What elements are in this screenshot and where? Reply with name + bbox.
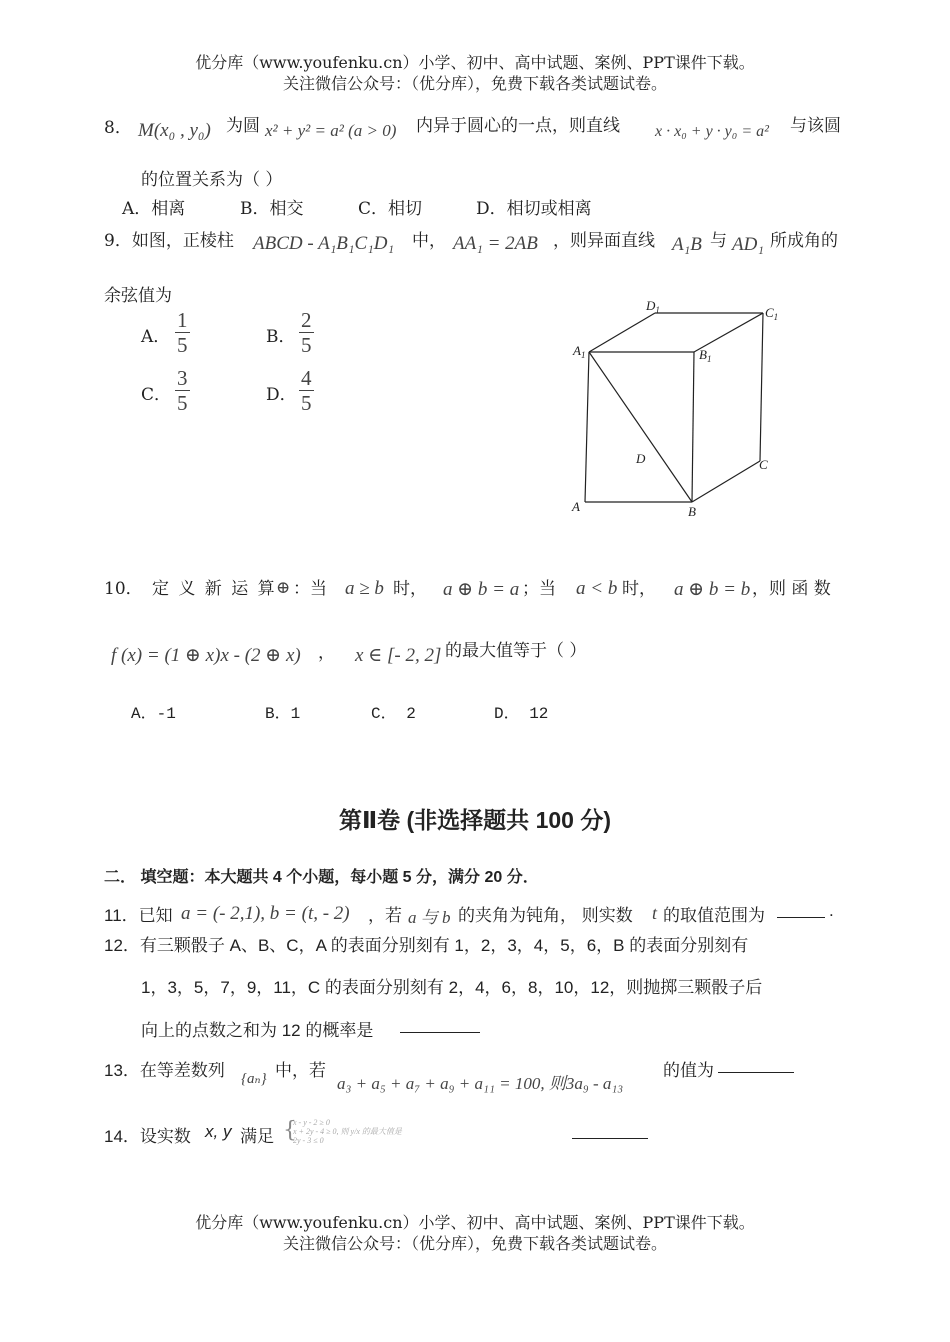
q10-function: f (x) = (1 ⊕ x)x - (2 ⊕ x) bbox=[111, 645, 301, 666]
q9-number: 9．如图，正棱柱 bbox=[104, 231, 234, 251]
q9-option-a-frac bbox=[175, 308, 190, 357]
page-footer-line1: 优分库（www.youfenku.cn）小学、初中、高中试题、案例、PPT课件下载。 bbox=[195, 1213, 755, 1232]
q10-text-3: 时， bbox=[393, 579, 427, 599]
q8-option-b: B．相交 bbox=[240, 199, 304, 219]
q10-result-2: a ⊕ b = b bbox=[674, 579, 751, 600]
q8-line-eq: x · x₀ + y · y₀ = a² bbox=[655, 123, 769, 140]
q9-option-c-label: C． bbox=[141, 385, 172, 405]
label-d1: $D_1$ bbox=[646, 298, 660, 315]
q14-number: 14．设实数 bbox=[104, 1127, 191, 1146]
q9-option-b-numerator: 2 bbox=[301, 308, 312, 332]
q12-line-3: 向上的点数之和为 12 的概率是 bbox=[141, 1021, 374, 1040]
q9-option-a-denominator: 5 bbox=[177, 333, 188, 357]
label-d: D bbox=[636, 451, 646, 466]
q9-option-c-denominator: 5 bbox=[177, 391, 188, 415]
label-a1: $A_1$ bbox=[573, 343, 586, 360]
q14-system-3: 2y - 3 ≤ 0 bbox=[293, 1136, 324, 1145]
q10-text-5: 时， bbox=[622, 579, 656, 599]
q11-var-t: t bbox=[652, 903, 658, 923]
q11-answer-blank[interactable] bbox=[777, 901, 825, 918]
q9-option-c-numerator: 3 bbox=[177, 366, 188, 390]
q9-line-a1b: A₁B bbox=[672, 234, 702, 255]
q11-end: . bbox=[829, 901, 834, 920]
q9-option-a-numerator: 1 bbox=[177, 308, 188, 332]
label-a: A bbox=[572, 499, 580, 514]
q8-number: 8． bbox=[104, 118, 132, 138]
q14-vars: x, y bbox=[205, 1122, 232, 1141]
page-header-line2: 关注微信公众号：（优分库），免费下载各类试题试卷。 bbox=[282, 74, 667, 93]
edge-c1-c bbox=[760, 313, 763, 461]
q9-text-1: 中， bbox=[412, 231, 446, 251]
q8-point-m: M(x₀ , y₀) bbox=[138, 120, 211, 141]
label-c: C bbox=[759, 457, 768, 472]
q11-vectors: a = (- 2,1), b = (t, - 2) bbox=[181, 903, 350, 924]
q13-answer-blank[interactable] bbox=[718, 1056, 794, 1073]
q9-option-d-label: D． bbox=[266, 385, 297, 405]
segment-a1-b bbox=[589, 352, 692, 502]
q14-brace: { bbox=[283, 1118, 297, 1143]
q10-option-d: D． 12 bbox=[494, 705, 549, 723]
q9-text-3: 与 bbox=[710, 231, 727, 251]
prism-figure bbox=[560, 295, 790, 525]
q10-text-7: 的最大值等于（ ） bbox=[445, 641, 587, 661]
q9-text-line2: 余弦值为 bbox=[104, 286, 172, 306]
q12-answer-blank[interactable] bbox=[400, 1016, 480, 1033]
q9-option-b-label: B． bbox=[266, 327, 296, 347]
q9-option-b-frac bbox=[299, 308, 314, 357]
q9-text-2: ，则异面直线 bbox=[553, 231, 655, 251]
q13-text-2: 的值为 bbox=[663, 1061, 714, 1080]
q8-text-3: 与该圆 bbox=[790, 116, 841, 136]
q13-sequence: {aₙ} bbox=[241, 1071, 267, 1087]
q11-text-1: ，若 bbox=[368, 906, 402, 925]
q12-line-2: 1，3，5，7，9，11，C 的表面分别刻有 2，4，6，8，10，12，则抛掷三颗骰子后 bbox=[141, 978, 763, 997]
section-2-heading: 二． 填空题：本大题共 4 个小题，每小题 5 分，满分 20 分． bbox=[104, 869, 539, 886]
q12-line-1: 12．有三颗骰子 A、B、C，A 的表面分别刻有 1，2，3，4，5，6，B 的表面分别刻有 bbox=[104, 936, 749, 955]
q9-option-c-frac bbox=[175, 366, 190, 415]
q9-option-d-numerator: 4 bbox=[301, 366, 312, 390]
edge-a1-d1 bbox=[589, 313, 655, 352]
q9-condition: AA₁ = 2AB bbox=[453, 233, 538, 254]
q8-option-c: C．相切 bbox=[358, 199, 423, 219]
edge-c-b bbox=[692, 461, 760, 502]
q8-text-line2: 的位置关系为（ ） bbox=[141, 170, 283, 190]
q9-option-d-frac bbox=[299, 366, 314, 415]
q10-text-6: ，则 函 数 bbox=[752, 579, 831, 599]
q10-result-1: a ⊕ b = a bbox=[443, 579, 520, 600]
q11-number: 11．已知 bbox=[104, 906, 173, 925]
edge-a1-a bbox=[585, 352, 589, 502]
q8-option-d: D．相切或相离 bbox=[476, 199, 592, 219]
q10-operator: ⊕ bbox=[276, 578, 291, 597]
q9-option-b-denominator: 5 bbox=[301, 333, 312, 357]
page-header-line1: 优分库（www.youfenku.cn）小学、初中、高中试题、案例、PPT课件下载。 bbox=[195, 53, 755, 72]
q8-circle-eq: x² + y² = a² (a > 0) bbox=[265, 121, 397, 140]
q10-option-c: C． 2 bbox=[371, 705, 416, 723]
q10-text-4: ；当 bbox=[522, 579, 556, 599]
q10-text-2: ：当 bbox=[293, 579, 327, 599]
q13-expression: a₃ + a₅ + a₇ + a₉ + a₁₁ = 100, 则3a₉ - a₁₃ bbox=[337, 1074, 624, 1093]
q10-cond-2: a < b bbox=[576, 578, 618, 599]
label-b1: $B_1$ bbox=[699, 347, 712, 364]
q13-text-1: 中，若 bbox=[275, 1061, 326, 1080]
edge-b1-b bbox=[692, 352, 694, 502]
q14-system-1: x - y - 2 ≥ 0 bbox=[293, 1118, 330, 1127]
q11-text-3: 的取值范围为 bbox=[663, 906, 765, 925]
q10-domain: x ∈ [- 2, 2] bbox=[355, 645, 442, 666]
q9-option-d-denominator: 5 bbox=[301, 391, 312, 415]
q9-option-a-label: A． bbox=[141, 327, 171, 347]
q9-prism: ABCD - A₁B₁C₁D₁ bbox=[253, 233, 395, 254]
q10-text-1: 定 义 新 运 算 bbox=[152, 579, 277, 599]
label-b: B bbox=[688, 504, 696, 519]
q10-option-a: A．-1 bbox=[131, 705, 176, 723]
section-2-title: 第Ⅱ卷 (非选择题共 100 分) bbox=[338, 807, 611, 833]
q11-text-2: 的夹角为钝角， 则实数 bbox=[458, 906, 633, 925]
q9-text-4: 所成角的 bbox=[770, 231, 838, 251]
q8-text-2: 内异于圆心的一点，则直线 bbox=[416, 116, 620, 136]
q13-number: 13．在等差数列 bbox=[104, 1061, 225, 1080]
q10-option-b: B．1 bbox=[265, 705, 301, 723]
q14-system-2: x + 2y - 4 ≥ 0, 则 y/x 的最大值是 bbox=[293, 1127, 402, 1136]
page-footer-line2: 关注微信公众号：（优分库），免费下载各类试题试卷。 bbox=[282, 1234, 667, 1253]
q10-cond-1: a ≥ b bbox=[345, 578, 384, 599]
q8-option-a: A．相离 bbox=[122, 199, 186, 219]
label-c1: $C_1$ bbox=[765, 305, 779, 322]
q9-line-ad1: AD₁ bbox=[732, 234, 764, 255]
q8-text-1: 为圆 bbox=[226, 116, 260, 136]
q10-comma: ， bbox=[318, 643, 335, 663]
q14-text-1: 满足 bbox=[240, 1127, 274, 1146]
q14-answer-blank[interactable] bbox=[572, 1122, 648, 1139]
q10-number: 10． bbox=[104, 579, 143, 599]
q11-a-and-b: a 与 b bbox=[408, 908, 451, 927]
